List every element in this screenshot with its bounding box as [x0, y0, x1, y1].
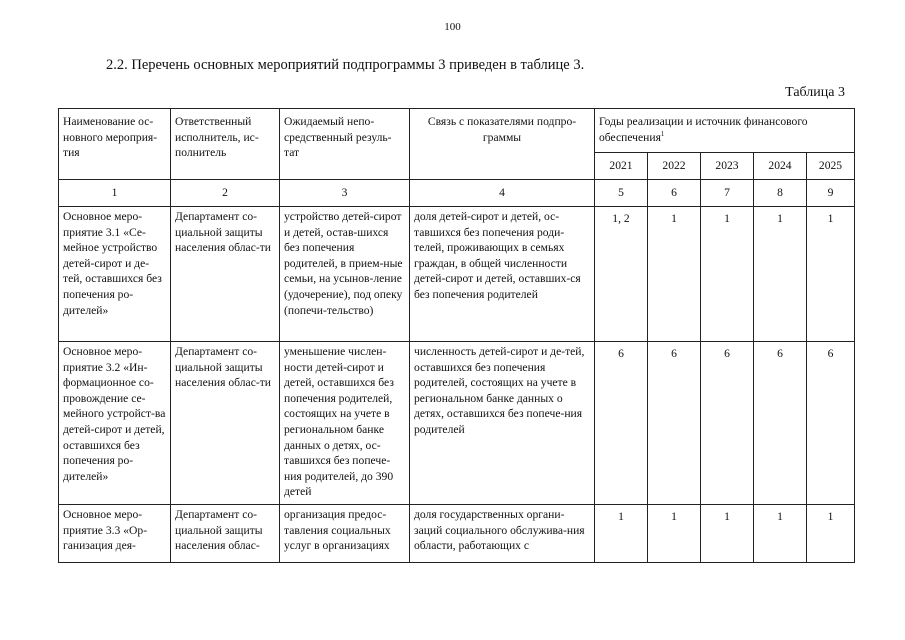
- header-result: Ожидаемый непо-средственный резуль-тат: [280, 109, 410, 180]
- column-number: 5: [595, 180, 648, 207]
- header-name: Наименование ос-новного мероприя-тия: [59, 109, 171, 180]
- table-row: [59, 207, 855, 342]
- column-number: 3: [280, 180, 410, 207]
- column-number: 4: [410, 180, 595, 207]
- year-header: 2023: [701, 153, 754, 180]
- header-indicators: Связь с показателями подпро-граммы: [410, 109, 595, 180]
- column-number: 9: [807, 180, 855, 207]
- cell-result: уменьшение числен-ности детей-сирот и детей, оставшихся без попечения родителей, состоящих на учете в региональном банке данных о детях, ос-тавшихся без попече-ния родителей, до 390 детей: [280, 342, 410, 505]
- cell-name: Основное меро-приятие 3.3 «Ор-ганизация дея-: [59, 505, 171, 563]
- cell-name: Основное меро-приятие 3.1 «Се-мейное устройство детей-сирот и де-тей, оставшихся без попечения ро-дителей»: [59, 207, 171, 342]
- cell-value: 1: [701, 505, 754, 563]
- cell-value: 6: [754, 342, 807, 505]
- cell-result: организация предос-тавления социальных услуг в организациях: [280, 505, 410, 563]
- cell-indicators: численность детей-сирот и де-тей, оставшихся без попечения родителей, состоящих на учете в региональном банке данных о детях, оставшихся без попече-ния родителей: [410, 342, 595, 505]
- cell-value: 1: [648, 207, 701, 342]
- year-header: 2021: [595, 153, 648, 180]
- cell-value: 1: [648, 505, 701, 563]
- header-years-group: [595, 109, 855, 153]
- cell-responsible: Департамент со-циальной защиты населения облас-: [171, 505, 280, 563]
- cell-value: 1: [595, 505, 648, 563]
- table-label: Таблица 3: [785, 85, 845, 100]
- cell-responsible: Департамент со-циальной защиты населения облас-ти: [171, 207, 280, 342]
- cell-responsible: Департамент со-циальной защиты населения облас-ти: [171, 342, 280, 505]
- header-responsible: Ответственный исполнитель, ис-полнитель: [171, 109, 280, 180]
- cell-value: 6: [595, 342, 648, 505]
- cell-value: 1: [807, 505, 855, 563]
- year-header: 2022: [648, 153, 701, 180]
- footnote-mark: 1: [660, 129, 665, 138]
- table-row: [59, 505, 855, 563]
- column-number: 1: [59, 180, 171, 207]
- activities-table: [58, 108, 855, 563]
- cell-value: 6: [807, 342, 855, 505]
- table-row: [59, 342, 855, 505]
- cell-value: 1: [701, 207, 754, 342]
- page-number: 100: [444, 21, 461, 33]
- year-header: 2024: [754, 153, 807, 180]
- intro-paragraph: 2.2. Перечень основных мероприятий подпрограммы 3 приведен в таблице 3.: [106, 57, 585, 73]
- cell-indicators: доля государственных органи-заций социального обслужива-ния области, работающих с: [410, 505, 595, 563]
- year-header: 2025: [807, 153, 855, 180]
- cell-value: 1: [754, 207, 807, 342]
- cell-value: 6: [701, 342, 754, 505]
- column-number: 2: [171, 180, 280, 207]
- cell-value: 1: [754, 505, 807, 563]
- cell-value: 1, 2: [595, 207, 648, 342]
- cell-result: устройство детей-сирот и детей, остав-шихся без попечения родителей, в прием-ные семьи, на усынов-ление (удочерение), под опеку (попечи-тельство): [280, 207, 410, 342]
- cell-value: 6: [648, 342, 701, 505]
- header-years-group-text: Годы реализации и источник финансового обеспечения: [599, 115, 808, 144]
- cell-value: 1: [807, 207, 855, 342]
- cell-indicators: доля детей-сирот и детей, ос-тавшихся без попечения роди-телей, проживающих в семьях граждан, в общей численности детей-сирот и детей, оставших-ся без попечения родителей: [410, 207, 595, 342]
- column-number: 7: [701, 180, 754, 207]
- column-number: 6: [648, 180, 701, 207]
- cell-name: Основное меро-приятие 3.2 «Ин-формационное со-провождение се-мейного устройст-ва детей-сирот и детей, оставшихся без попечения ро-дителей»: [59, 342, 171, 505]
- column-number: 8: [754, 180, 807, 207]
